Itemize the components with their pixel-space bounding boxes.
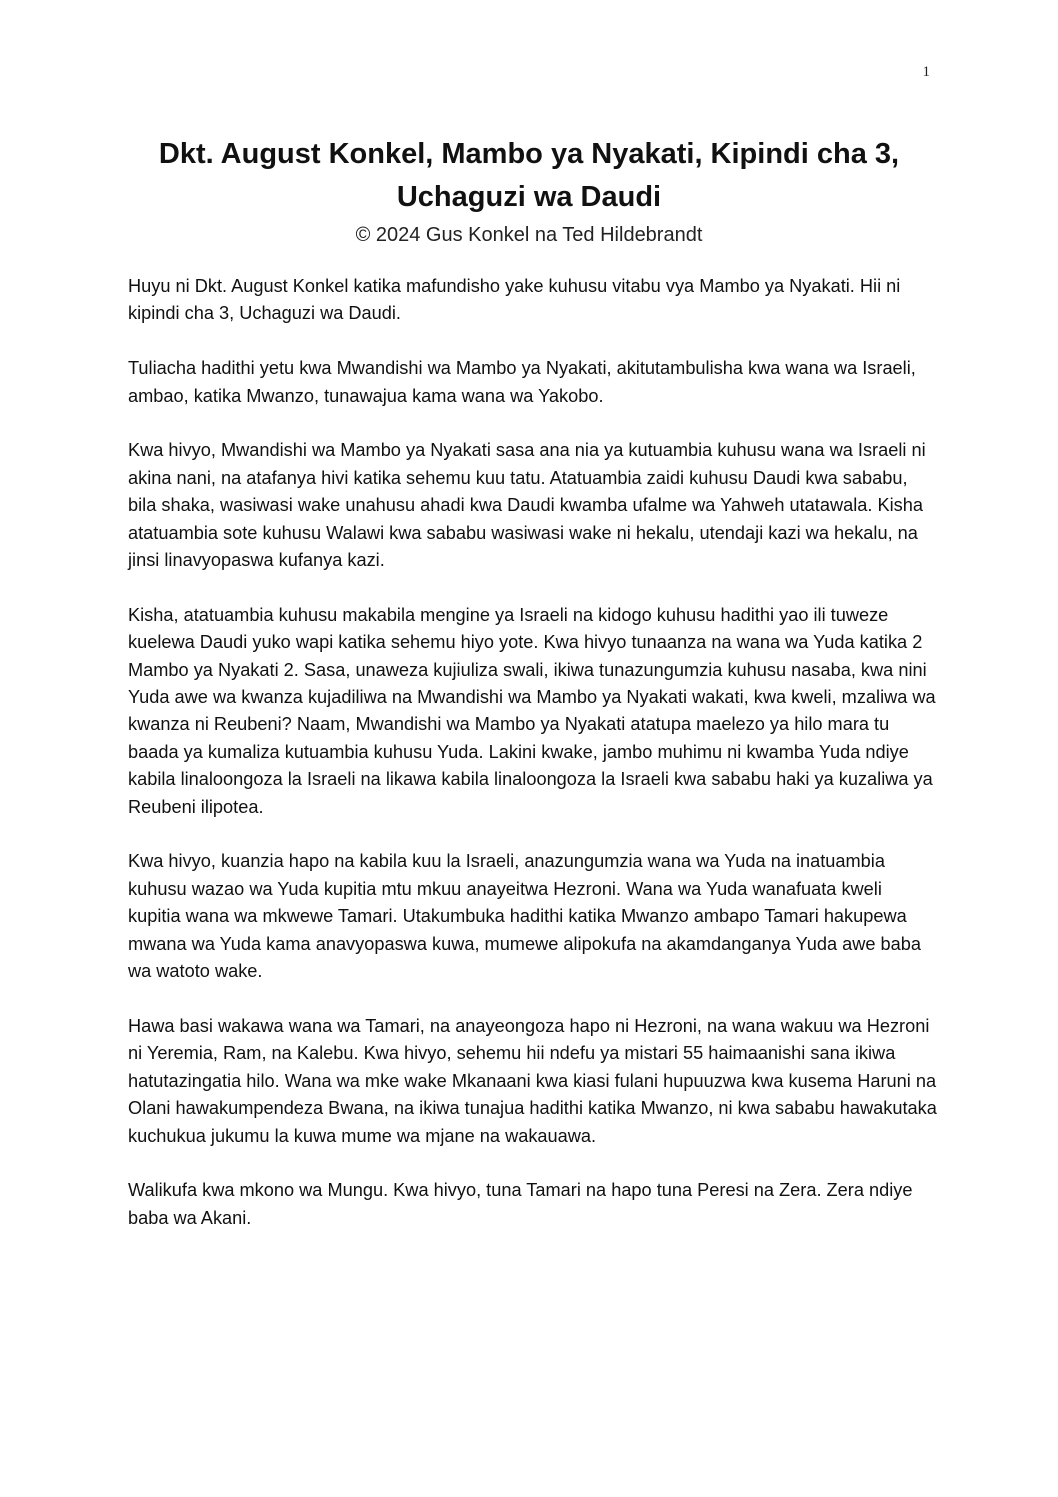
paragraph-4: Kisha, atatuambia kuhusu makabila mengine ya Israeli na kidogo kuhusu hadithi yao ili tuweze kuelewa Daudi yuko wapi katika sehemu hiyo yote. Kwa hivyo tunaanza na wana wa Yuda katika 2 Mambo ya Nyakati 2. Sasa, unaweza kujiuliza swali, ikiwa tunazungumzia kuhusu nasaba, kwa nini Yuda awe wa kwanza kujadiliwa na Mwandishi wa Mambo ya Nyakati wakati, kwa kweli, mzaliwa wa kwanza ni Reubeni? Naam, Mwandishi wa Mambo ya Nyakati atatupa maelezo ya hilo mara tu baada ya kumaliza kutuambia kuhusu Yuda. Lakini kwake, jambo muhimu ni kwamba Yuda ndiye kabila linaloongoza la Israeli na likawa kabila linaloongoza la Israeli kwa sababu haki ya kuzaliwa ya Reubeni ilipotea. <box>128 604 936 817</box>
document-title <box>128 133 930 219</box>
title-line-2: Uchaguzi wa Daudi <box>396 181 662 213</box>
paragraph-1: Huyu ni Dkt. August Konkel katika mafundisho yake kuhusu vitabu vya Mambo ya Nyakati. Hii ni kipindi cha 3, Uchaguzi wa Daudi. <box>128 276 901 324</box>
title-line-1: Dkt. August Konkel, Mambo ya Nyakati, Kipindi cha 3, <box>158 138 900 170</box>
paragraph-7: Walikufa kwa mkono wa Mungu. Kwa hivyo, tuna Tamari na hapo tuna Peresi na Zera. Zera ndiye baba wa Akani. <box>128 1180 913 1228</box>
document-header <box>128 133 930 249</box>
document-body <box>128 273 938 1260</box>
paragraph-3: Kwa hivyo, Mwandishi wa Mambo ya Nyakati sasa ana nia ya kutuambia kuhusu wana wa Israeli ni akina nani, na atafanya hivi katika sehemu kuu tatu. Atatuambia zaidi kuhusu Daudi kwa sababu, bila shaka, wasiwasi wake unahusu ahadi kwa Daudi kwamba ufalme wa Yahweh utatawala. Kisha atatuambia sote kuhusu Walawi kwa sababu wasiwasi wake ni hekalu, utendaji kazi wa hekalu, na jinsi linavyopaswa kufanya kazi. <box>128 440 926 571</box>
paragraph-2: Tuliacha hadithi yetu kwa Mwandishi wa Mambo ya Nyakati, akitutambulisha kwa wana wa Israeli, ambao, katika Mwanzo, tunawajua kama wana wa Yakobo. <box>128 358 916 406</box>
paragraph-6: Hawa basi wakawa wana wa Tamari, na anayeongoza hapo ni Hezroni, na wana wakuu wa Hezroni ni Yeremia, Ram, na Kalebu. Kwa hivyo, sehemu hii ndefu ya mistari 55 haimaanishi sana ikiwa hatutazingatia hilo. Wana wa mke wake Mkanaani kwa kiasi fulani hupuuzwa kwa kusema Haruni na Olani hawakumpendeza Bwana, na ikiwa tunajua hadithi katika Mwanzo, ni kwa sababu hawakutaka kuchukua jukumu la kuwa mume wa mjane na wakauawa. <box>128 1015 937 1146</box>
paragraph-5: Kwa hivyo, kuanzia hapo na kabila kuu la Israeli, anazungumzia wana wa Yuda na inatuambia kuhusu wazao wa Yuda kupitia mtu mkuu anayeitwa Hezroni. Wana wa Yuda wanafuata kweli kupitia wana wa mkwewe Tamari. Utakumbuka hadithi katika Mwanzo ambapo Tamari hakupewa mwana wa Yuda kama anavyopaswa kuwa, mumewe alipokufa na akamdanganya Yuda awe baba wa watoto wake. <box>128 851 922 982</box>
page-number: 1 <box>922 64 930 80</box>
copyright-line: © 2024 Gus Konkel na Ted Hildebrandt <box>355 224 703 246</box>
